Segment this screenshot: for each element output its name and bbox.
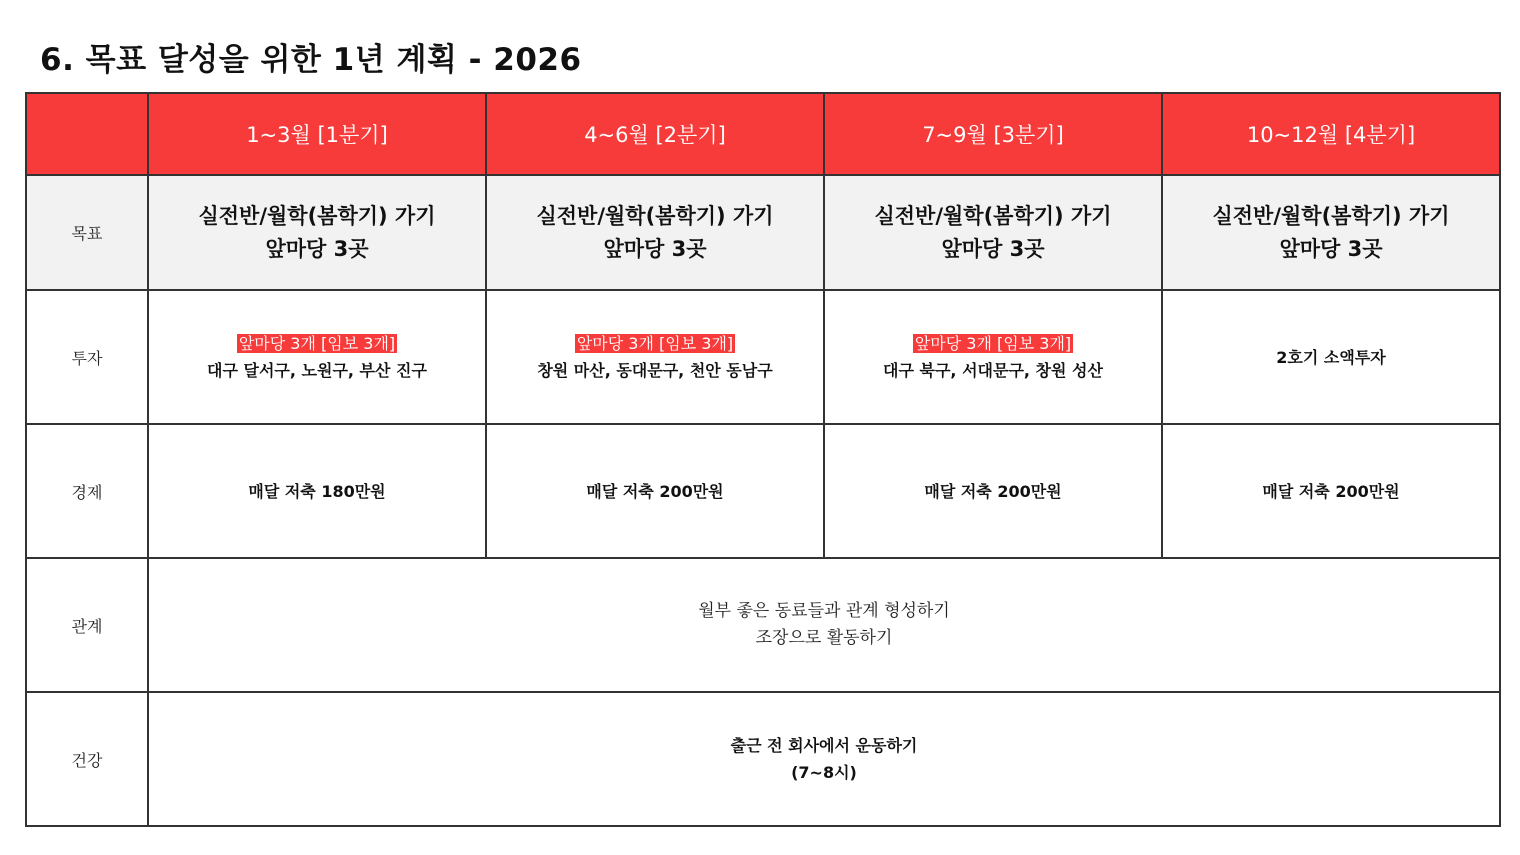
invest-cell-q1: [148, 290, 486, 424]
economy-label: 경제: [26, 424, 148, 558]
invest-highlight: 앞마당 3개 [임보 3개]: [914, 334, 1072, 353]
health-line: 출근 전 회사에서 운동하기: [730, 736, 918, 755]
goal-label: 목표: [26, 175, 148, 290]
goal-line: 실전반/월학(봄학기) 가기: [198, 203, 436, 228]
goal-line: 실전반/월학(봄학기) 가기: [536, 203, 774, 228]
health-label: 건강: [26, 692, 148, 826]
relation-cell: [148, 558, 1500, 692]
quarter-header-4: 10~12월 [4분기]: [1162, 93, 1500, 175]
invest-cell-q3: [824, 290, 1162, 424]
invest-label: 투자: [26, 290, 148, 424]
health-line: (7~8시): [791, 763, 857, 782]
goal-line: 실전반/월학(봄학기) 가기: [1212, 203, 1450, 228]
yearly-plan-table: [25, 92, 1501, 827]
invest-row: [26, 290, 1500, 424]
relation-line: 월부 좋은 동료들과 관계 형성하기: [698, 601, 950, 621]
relation-line: 조장으로 활동하기: [755, 628, 893, 648]
goal-line: 앞마당 3곳: [1279, 236, 1383, 261]
health-cell: [148, 692, 1500, 826]
invest-regions: 대구 달서구, 노원구, 부산 진구: [207, 361, 427, 380]
invest-cell-q4: [1162, 290, 1500, 424]
economy-row: [26, 424, 1500, 558]
goal-line: 앞마당 3곳: [265, 236, 369, 261]
health-row: [26, 692, 1500, 826]
quarter-header-2: 4~6월 [2분기]: [486, 93, 824, 175]
relation-row: [26, 558, 1500, 692]
goal-line: 앞마당 3곳: [603, 236, 707, 261]
economy-cell-q4: 매달 저축 200만원: [1162, 424, 1500, 558]
page-title: 6. 목표 달성을 위한 1년 계획 - 2026: [40, 42, 582, 78]
goal-cell-q4: [1162, 175, 1500, 290]
header-row: [26, 93, 1500, 175]
economy-cell-q1: 매달 저축 180만원: [148, 424, 486, 558]
relation-label: 관계: [26, 558, 148, 692]
goal-cell-q1: [148, 175, 486, 290]
corner-cell: [26, 93, 148, 175]
invest-highlight: 앞마당 3개 [임보 3개]: [238, 334, 396, 353]
quarter-header-3: 7~9월 [3분기]: [824, 93, 1162, 175]
goal-cell-q3: [824, 175, 1162, 290]
quarter-header-1: 1~3월 [1분기]: [148, 93, 486, 175]
invest-cell-q2: [486, 290, 824, 424]
invest-text: 2호기 소액투자: [1276, 347, 1386, 367]
economy-cell-q2: 매달 저축 200만원: [486, 424, 824, 558]
goal-line: 실전반/월학(봄학기) 가기: [874, 203, 1112, 228]
invest-highlight: 앞마당 3개 [임보 3개]: [576, 334, 734, 353]
goal-cell-q2: [486, 175, 824, 290]
invest-regions: 창원 마산, 동대문구, 천안 동남구: [537, 361, 773, 380]
goal-line: 앞마당 3곳: [941, 236, 1045, 261]
goal-row: [26, 175, 1500, 290]
invest-regions: 대구 북구, 서대문구, 창원 성산: [883, 361, 1103, 380]
economy-cell-q3: 매달 저축 200만원: [824, 424, 1162, 558]
